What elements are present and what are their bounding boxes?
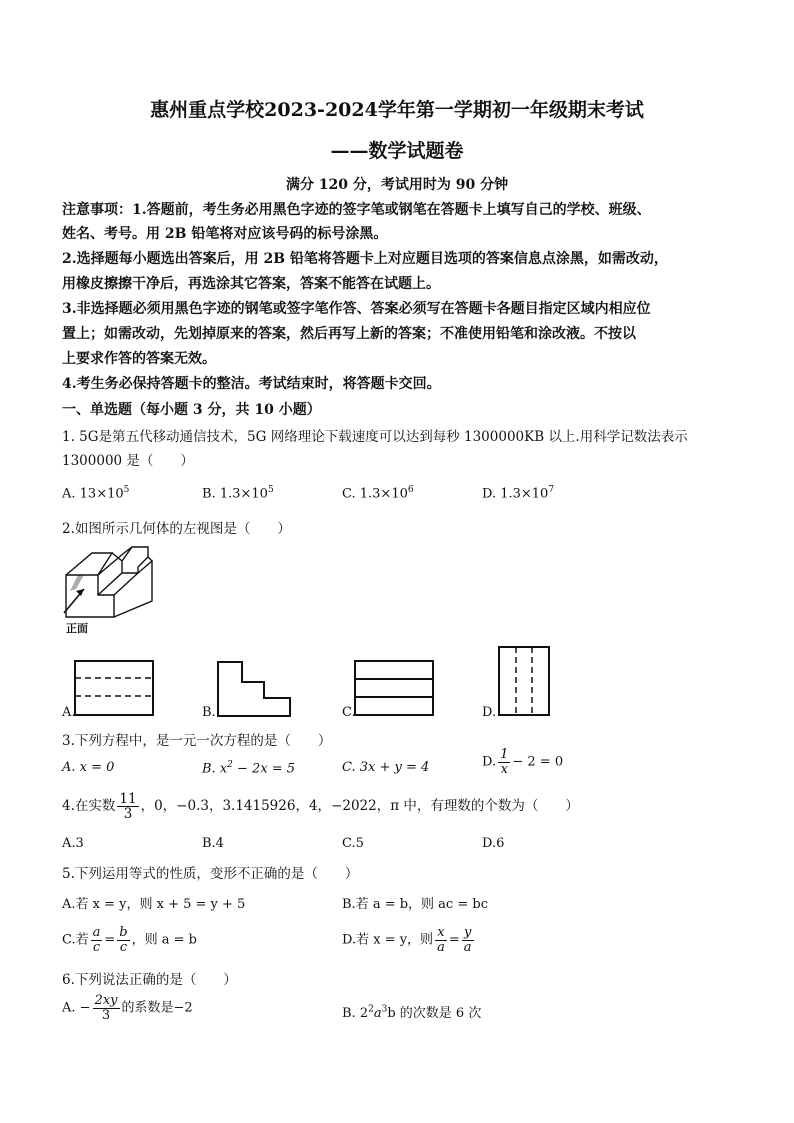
notice-4: 4.考生务必保持答题卡的整洁。考试结束时，将答题卡交回。 bbox=[62, 376, 441, 392]
notice-1a: 注意事项：1.答题前，考生务必用黑色字迹的签字笔或钢笔在答题卡上填写自己的学校、班级、 bbox=[62, 202, 651, 218]
section-1-heading: 一、单选题（每小题 3 分，共 10 小题） bbox=[62, 402, 321, 418]
q6-stem: 6.下列说法正确的是（ ） bbox=[62, 972, 237, 988]
q1-option-a: A. $13\times 10^5$ bbox=[62, 485, 130, 502]
q5-option-d: D.若 x = y，则 $\frac{x}{a}$ = $\frac{y}{a}$ bbox=[342, 925, 472, 955]
q1-stem-a: 1. 5G是第五代移动通信技术，5G 网络理论下载速度可以达到每秒 1300000KB 以上.用科学记数法表示 bbox=[62, 429, 688, 445]
notice-2b: 用橡皮擦擦干净后，再选涂其它答案，答案不能答在试题上。 bbox=[62, 276, 440, 292]
q1-stem-b: 1300000 是（ ） bbox=[62, 453, 194, 469]
q4-option-a: A.3 bbox=[62, 836, 84, 851]
q1-option-d: D. $1.3\times 10^7$ bbox=[482, 485, 555, 502]
q2-option-a-label: A. bbox=[62, 705, 76, 720]
exam-subtitle: ——数学试题卷 bbox=[330, 140, 464, 162]
q1-option-c: C. $1.3\times 10^6$ bbox=[342, 485, 414, 502]
q6-option-b: B. $2^2a^3b$ 的次数是 6 次 bbox=[342, 1004, 482, 1021]
q2-option-b-label: B. bbox=[202, 705, 216, 720]
q2-stem: 2.如图所示几何体的左视图是（ ） bbox=[62, 521, 291, 537]
q2-option-b-figure bbox=[214, 660, 296, 718]
q1-option-b: B. $1.3\times 10^5$ bbox=[202, 485, 274, 502]
exam-title: 惠州重点学校2023-2024学年第一学期初一年级期末考试 bbox=[150, 99, 644, 121]
notice-3a: 3.非选择题必须用黑色字迹的钢笔或签字笔作答、答案必须写在答题卡各题目指定区域内相应位 bbox=[62, 301, 651, 317]
q2-option-d-figure bbox=[498, 646, 552, 718]
q2-option-c-figure bbox=[354, 660, 436, 718]
q5-option-c: C.若 $\frac{a}{c}$ = $\frac{b}{c}$ ，则 a = b bbox=[62, 925, 197, 955]
notice-2a: 2.选择题每小题选出答案后，用 2B 铅笔将答题卡上对应题目选项的答案信息点涂黑，如需改动， bbox=[62, 251, 668, 267]
q2-option-c-label: C. bbox=[342, 705, 356, 720]
q2-option-d-label: D. bbox=[482, 705, 497, 720]
q3-stem: 3.下列方程中，是一元一次方程的是（ ） bbox=[62, 733, 332, 749]
q3-option-d: D. $\frac{1}{x}$ − 2 = 0 bbox=[482, 747, 564, 777]
q2-option-a-figure bbox=[74, 660, 156, 718]
notice-1b: 姓名、考号。用 2B 铅笔将对应该号码的标号涂黑。 bbox=[62, 226, 388, 242]
q3-option-a: A. x = 0 bbox=[62, 760, 115, 775]
notice-3b: 置上；如需改动，先划掉原来的答案，然后再写上新的答案；不准使用铅笔和涂改液。不按以 bbox=[62, 326, 636, 342]
q6-option-a: A. − $\frac{2xy}{3}$ 的系数是−2 bbox=[62, 993, 193, 1023]
q5-option-b: B.若 a = b，则 ac = bc bbox=[342, 897, 488, 912]
q4-stem: 4.在实数 $\frac{11}{3}$ ，0，−0.3，3.1415926，4，−2022，π 中，有理数的个数为（ ） bbox=[62, 791, 579, 823]
q4-option-b: B.4 bbox=[202, 836, 224, 851]
score-line: 满分 120 分，考试用时为 90 分钟 bbox=[285, 177, 509, 193]
q3-option-b: B. $x^2 - 2x = 5$ bbox=[202, 760, 296, 777]
q4-option-d: D.6 bbox=[482, 836, 505, 851]
q5-option-a: A.若 x = y，则 x + 5 = y + 5 bbox=[62, 897, 246, 912]
q2-front-label: 正面 bbox=[66, 622, 88, 635]
q4-option-c: C.5 bbox=[342, 836, 364, 851]
notice-3c: 上要求作答的答案无效。 bbox=[62, 351, 216, 367]
q3-option-c: C. 3x + y = 4 bbox=[342, 760, 430, 775]
q5-stem: 5.下列运用等式的性质，变形不正确的是（ ） bbox=[62, 866, 359, 882]
